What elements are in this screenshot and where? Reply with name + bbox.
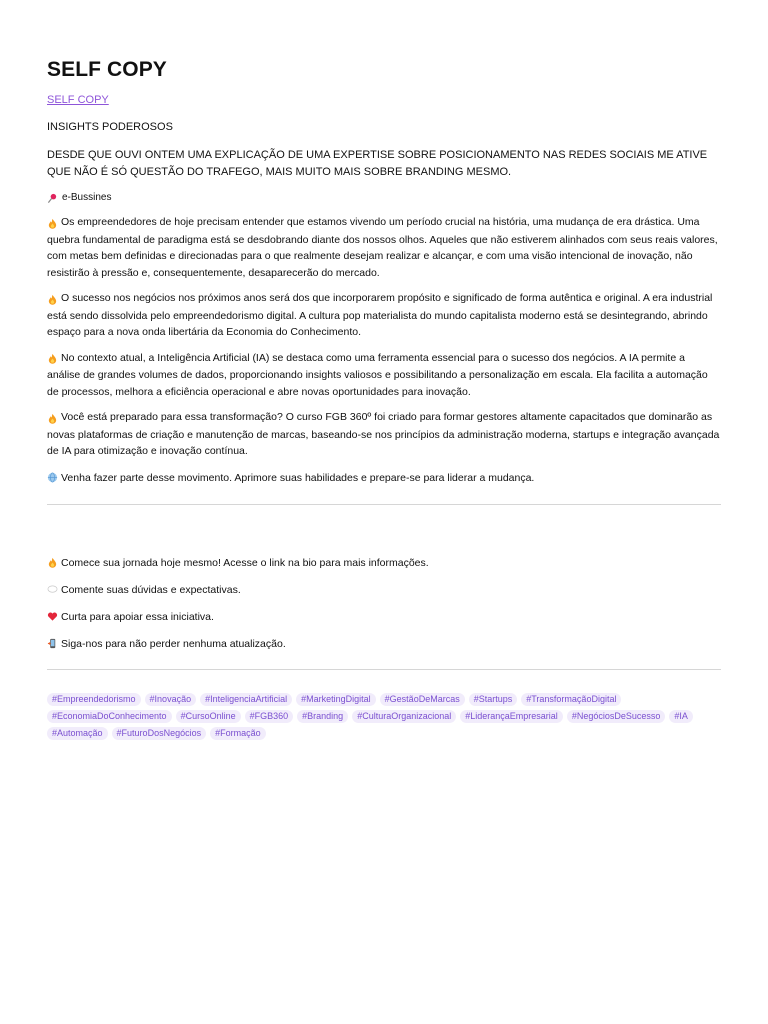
cta-text: Siga-nos para não perder nenhuma atualização. [61,637,286,650]
page-title: SELF COPY [47,58,167,81]
self-copy-link[interactable]: SELF COPY [47,94,109,106]
fire-icon [47,413,58,424]
fire-icon [47,218,58,229]
subtitle: INSIGHTS PODEROSOS [47,121,173,133]
mobile-phone-icon [47,638,58,649]
hashtag[interactable]: #Inovação [145,693,197,706]
hashtag[interactable]: #MarketingDigital [296,693,376,706]
hashtag[interactable]: #FuturoDosNegócios [112,727,207,740]
hashtag[interactable]: #FGB360 [245,710,294,723]
tagline [47,191,721,205]
fire-icon [47,557,58,568]
globe-icon [47,472,58,483]
hashtag[interactable]: #CursoOnline [176,710,241,723]
pushpin-icon [47,193,58,204]
hashtag[interactable]: #CulturaOrganizacional [352,710,456,723]
cta-text: Curta para apoiar essa iniciativa. [61,610,214,623]
hashtag[interactable]: #GestãoDeMarcas [380,693,465,706]
hashtag[interactable]: #IA [669,710,693,723]
headline: DESDE QUE OUVI ONTEM UMA EXPLICAÇÃO DE UMA EXPERTISE SOBRE POSICIONAMENTO NAS REDES SOCIAIS ME ATIVE QUE NÃO É SÓ QUESTÃO DO TRAFEGO, MAIS MUITO MAIS SOBRE BRANDING MESMO. [47,149,708,178]
hashtag[interactable]: #Empreendedorismo [47,693,141,706]
hashtag[interactable]: #Branding [297,710,348,723]
hashtag[interactable]: #TransformaçãoDigital [521,693,621,706]
tagline-text: e-Bussines [62,192,112,203]
paragraph-1-text: Os empreendedores de hoje precisam entender que estamos vivendo um período crucial na história, uma mudança de era drástica. Uma quebra fundamental de paradigma está se desdobrando diante dos nossos olhos. Aqueles que não estiverem alinhados com seus reais valores, com metas bem definidas e direcionadas para o que realmente desejam realizar e alcançar, e com uma visão intencional de inovação, não resistirão à pressão e, consequentemente, desaparecerão do mercado. [47,216,718,279]
cta-item [47,555,721,571]
hashtag[interactable]: #Formação [210,727,266,740]
paragraph-3-text: No contexto atual, a Inteligência Artificial (IA) se destaca como uma ferramenta essencial para o sucesso dos negócios. A IA permite a análise de grandes volumes de dados, proporcionando insights valiosos e possibilitando a personalização em escala. Ela facilita a automação de processos, melhora a eficiência operacional e abre novas oportunidades para inovação. [47,351,708,398]
heart-icon [47,611,58,622]
cta-text: Comente suas dúvidas e expectativas. [61,583,241,596]
paragraph-4 [47,409,721,460]
cta-item [47,609,721,625]
paragraph-3 [47,350,721,401]
hashtag[interactable]: #NegóciosDeSucesso [567,710,666,723]
cta-item [47,636,721,652]
paragraph-2 [47,290,721,341]
cta-item [47,582,721,598]
speech-bubble-icon [47,584,58,595]
paragraph-4-text: Você está preparado para essa transformação? O curso FGB 360º foi criado para formar gestores altamente capacitados que dominarão as novas plataformas de criação e manutenção de marcas, baseando-se nos princípios da administração moderna, startups e integração avançada de IA para otimização e inovação contínua. [47,411,720,457]
hashtag[interactable]: #Automação [47,727,108,740]
closing-line [47,470,721,486]
fire-icon [47,294,58,305]
paragraph-1 [47,214,721,281]
hashtag[interactable]: #EconomiaDoConhecimento [47,710,172,723]
divider [47,669,721,670]
fire-icon [47,353,58,364]
hashtag-list [47,693,723,740]
paragraph-2-text: O sucesso nos negócios nos próximos anos será dos que incorporarem propósito e significado de forma autêntica e original. A era industrial está sendo dissolvida pelo empreendedorismo digital. A cultura pop materialista do mundo capitalista moderno está se desintegrando, abrindo espaço para a nova onda libertária da Economia do Conhecimento. [47,292,713,338]
cta-text: Comece sua jornada hoje mesmo! Acesse o link na bio para mais informações. [61,556,429,569]
hashtag[interactable]: #Startups [469,693,518,706]
closing-text: Venha fazer parte desse movimento. Aprimore suas habilidades e prepare-se para liderar a mudança. [61,471,535,484]
hashtag[interactable]: #InteligenciaArtificial [200,693,292,706]
hashtag[interactable]: #LiderançaEmpresarial [460,710,563,723]
